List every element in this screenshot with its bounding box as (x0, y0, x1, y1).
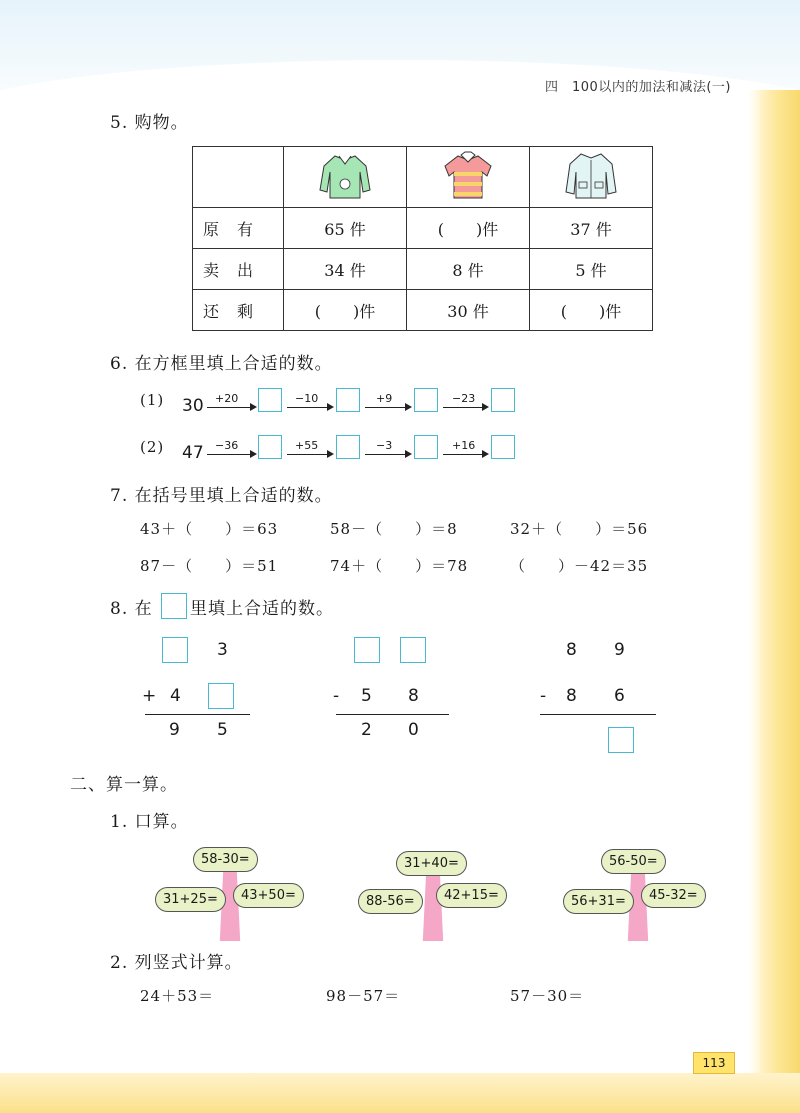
digit: 8 (408, 686, 419, 706)
arrow-icon (443, 454, 487, 455)
table-row (193, 290, 653, 331)
q6-title: 6. 在方框里填上合适的数。 (110, 354, 333, 374)
digit: 5 (361, 686, 372, 706)
digit: 6 (614, 686, 625, 706)
vertical-calc-item: 98－57＝ (326, 987, 401, 1005)
answer-box[interactable] (336, 435, 360, 459)
digit-box[interactable] (162, 637, 188, 663)
coat-cell (530, 147, 653, 208)
sample-box (161, 593, 187, 619)
calc-bubble: 56+31= (563, 889, 634, 914)
arrow-icon (443, 407, 487, 408)
table-cell: 34 件 (284, 249, 407, 290)
green-sweater-icon (318, 150, 372, 200)
calc-bubble: 43+50= (233, 883, 304, 908)
calc-bubble: 31+25= (155, 887, 226, 912)
calc-bubble: 88-56= (358, 889, 423, 914)
calc-bubble: 45-32= (641, 883, 706, 908)
equation: 32＋（ ）＝56 (510, 520, 649, 538)
digit-box[interactable] (400, 637, 426, 663)
arrow-icon (287, 407, 332, 408)
calc-tree (563, 843, 713, 943)
light-coat-icon (564, 150, 618, 200)
equation: 58－（ ）＝8 (330, 520, 458, 538)
chain2-start: 47 (182, 443, 204, 463)
chain2-op-2: +55 (295, 439, 319, 452)
digit: 5 (217, 720, 228, 740)
q5-title: 5. 购物。 (110, 113, 189, 133)
calc-bubble: 42+15= (436, 883, 507, 908)
digit: 4 (170, 686, 181, 706)
equation: 43＋（ ）＝63 (140, 520, 279, 538)
answer-box[interactable] (491, 388, 515, 412)
digit-box[interactable] (208, 683, 234, 709)
digit: 2 (361, 720, 372, 740)
table-cell: 65 件 (284, 208, 407, 249)
digit-box[interactable] (354, 637, 380, 663)
operator: - (540, 686, 547, 706)
answer-box[interactable] (414, 435, 438, 459)
striped-shirt-cell (407, 147, 530, 208)
sum-line (540, 714, 656, 715)
shopping-table (192, 146, 653, 331)
answer-box[interactable] (258, 435, 282, 459)
row-label: 卖出 (193, 249, 284, 290)
digit-box[interactable] (608, 727, 634, 753)
chain1-op-3: +9 (376, 392, 393, 405)
sum-line (336, 714, 449, 715)
chain2-op-1: −36 (215, 439, 239, 452)
chain2-op-3: −3 (376, 439, 393, 452)
equation: （ ）－42＝35 (510, 557, 649, 575)
q8-title-post: 里填上合适的数。 (190, 599, 334, 619)
table-cell: ( )件 (407, 208, 530, 249)
chain1-op-4: −23 (452, 392, 476, 405)
arrow-icon (207, 454, 255, 455)
table-cell: 30 件 (407, 290, 530, 331)
vertical-calc-item: 57－30＝ (510, 987, 585, 1005)
arrow-icon (365, 407, 410, 408)
digit: 9 (169, 720, 180, 740)
sum-line (145, 714, 250, 715)
chain2-label: (2) (140, 438, 165, 456)
calc-tree (358, 843, 508, 943)
table-cell: ( )件 (530, 290, 653, 331)
vertical-calc-item: 24＋53＝ (140, 987, 215, 1005)
chain1-op-2: −10 (295, 392, 319, 405)
table-row (193, 208, 653, 249)
table-row (193, 249, 653, 290)
arrow-icon (287, 454, 332, 455)
sweater-cell (284, 147, 407, 208)
equation: 74＋（ ）＝78 (330, 557, 469, 575)
chapter-title: 四 100以内的加法和减法(一) (545, 80, 731, 95)
section2-title: 二、算一算。 (70, 775, 178, 795)
q1-title: 1. 口算。 (110, 812, 189, 832)
answer-box[interactable] (336, 388, 360, 412)
digit: 3 (217, 640, 228, 660)
answer-box[interactable] (414, 388, 438, 412)
digit: 0 (408, 720, 419, 740)
page-number: 113 (693, 1052, 735, 1074)
page-edge-bottom (0, 1073, 800, 1113)
chain1-start: 30 (182, 396, 204, 416)
digit: 9 (614, 640, 625, 660)
digit: 8 (566, 640, 577, 660)
table-cell: 37 件 (530, 208, 653, 249)
table-corner (193, 147, 284, 208)
operator: - (333, 686, 340, 706)
calc-tree (155, 843, 305, 943)
striped-shirt-icon (441, 150, 495, 200)
chain1-op-1: +20 (215, 392, 239, 405)
table-cell: 5 件 (530, 249, 653, 290)
page-edge-right (760, 90, 800, 1113)
q8-title-pre: 8. 在 (110, 599, 153, 619)
row-label: 还剩 (193, 290, 284, 331)
answer-box[interactable] (258, 388, 282, 412)
calc-bubble: 31+40= (396, 851, 467, 876)
calc-bubble: 56-50= (601, 849, 666, 874)
table-cell: 8 件 (407, 249, 530, 290)
operator: + (142, 686, 157, 706)
table-header-row (193, 147, 653, 208)
q7-title: 7. 在括号里填上合适的数。 (110, 486, 333, 506)
chain2-op-4: +16 (452, 439, 476, 452)
calc-bubble: 58-30= (193, 847, 258, 872)
table-cell: ( )件 (284, 290, 407, 331)
row-label: 原有 (193, 208, 284, 249)
digit: 8 (566, 686, 577, 706)
chain1-label: (1) (140, 391, 165, 409)
equation: 87－（ ）＝51 (140, 557, 279, 575)
arrow-icon (365, 454, 410, 455)
answer-box[interactable] (491, 435, 515, 459)
q2-title: 2. 列竖式计算。 (110, 953, 243, 973)
arrow-icon (207, 407, 255, 408)
